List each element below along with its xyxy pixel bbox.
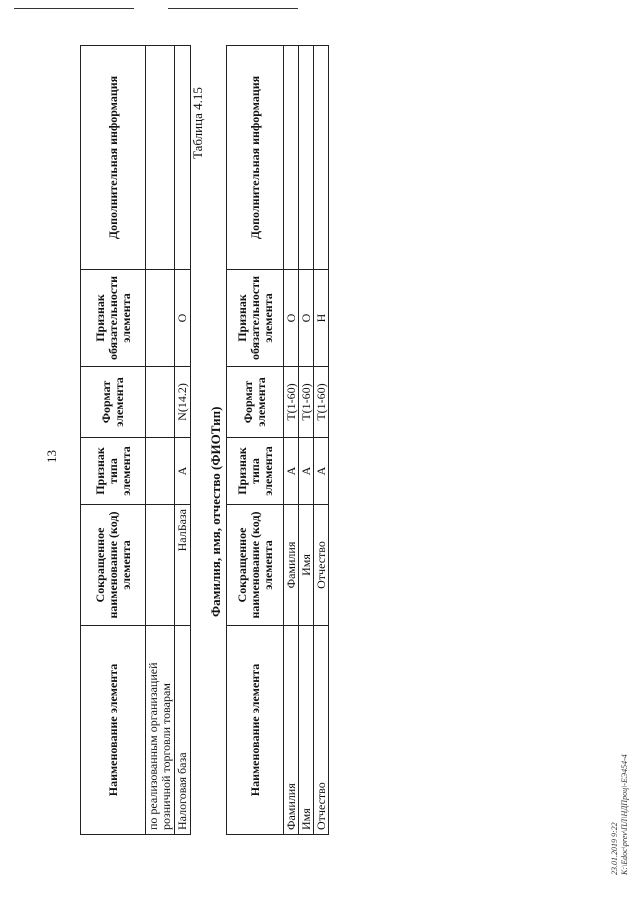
elements-table-2 [226, 45, 329, 835]
cell-name: Налоговая база [175, 626, 191, 835]
header-element-format: Формат элемента [227, 367, 284, 438]
cell-code: НалБаза [175, 505, 191, 626]
cell-info [146, 46, 175, 270]
cell-type: А [299, 438, 314, 505]
cell-format: T(1-60) [314, 367, 329, 438]
cell-type: А [175, 438, 191, 505]
cell-type: А [314, 438, 329, 505]
cell-code: Имя [299, 505, 314, 626]
print-footer [610, 754, 630, 875]
header-additional-info: Дополнительная информация [227, 46, 284, 270]
table-row [284, 46, 299, 835]
header-element-required: Признак обязательности элемента [81, 270, 146, 367]
cell-code: Отчество [314, 505, 329, 626]
cell-type: А [284, 438, 299, 505]
header-element-type: Признак типа элемента [227, 438, 284, 505]
cell-code: Фамилия [284, 505, 299, 626]
header-element-type: Признак типа элемента [81, 438, 146, 505]
table-title: Фамилия, имя, отчество (ФИОТип) [208, 406, 223, 617]
cell-required [146, 270, 175, 367]
cell-name: Отчество [314, 626, 329, 835]
table-caption: Таблица 4.15 [190, 87, 205, 159]
cell-type [146, 438, 175, 505]
cell-info [284, 46, 299, 270]
cell-format [146, 367, 175, 438]
table-row [314, 46, 329, 835]
elements-table-1 [80, 45, 191, 835]
cell-required: О [299, 270, 314, 367]
table-row [175, 46, 191, 835]
header-element-code: Сокращенное наименование (код) элемента [81, 505, 146, 626]
header-element-name: Наименование элемента [81, 626, 146, 835]
table-header-row [81, 46, 146, 835]
header-element-code: Сокращенное наименование (код) элемента [227, 505, 284, 626]
cell-name: по реализованным организацией розничной торговли товарам [146, 626, 175, 835]
cell-required: О [175, 270, 191, 367]
table-row [299, 46, 314, 835]
cell-name: Фамилия [284, 626, 299, 835]
page-number: 13 [44, 450, 59, 463]
header-element-required: Признак обязательности элемента [227, 270, 284, 367]
footer-timestamp: 23.01.2019 9:22 [610, 822, 619, 875]
header-element-format: Формат элемента [81, 367, 146, 438]
cell-code [146, 505, 175, 626]
cell-format: T(1-60) [284, 367, 299, 438]
cell-format: T(1-60) [299, 367, 314, 438]
cell-format: N(14.2) [175, 367, 191, 438]
cell-info [175, 46, 191, 270]
cell-info [314, 46, 329, 270]
header-additional-info: Дополнительная информация [81, 46, 146, 270]
footer-file-path: K:\Edoc\prev\ПЛ\НДПроц\-ЕЭ454-4 [620, 754, 629, 875]
cell-required: Н [314, 270, 329, 367]
cell-required: О [284, 270, 299, 367]
cell-info [299, 46, 314, 270]
header-element-name: Наименование элемента [227, 626, 284, 835]
cell-name: Имя [299, 626, 314, 835]
table-header-row [227, 46, 284, 835]
table-row [146, 46, 175, 835]
